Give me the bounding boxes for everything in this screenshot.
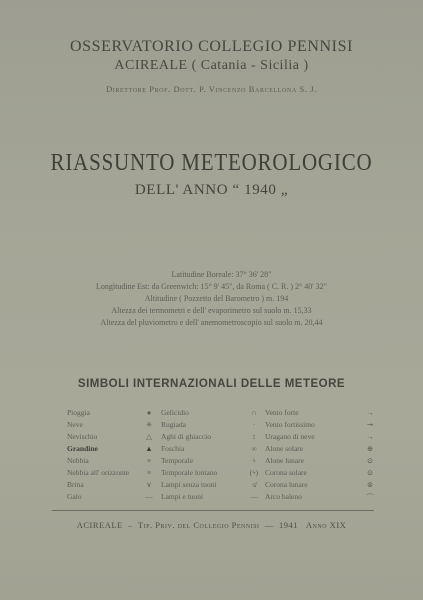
symbol-label: Galo [67,492,82,501]
symbols-row [0,492,423,504]
symbol-label: Aghi di ghiaccio [161,432,211,441]
symbol-label: Neve [67,420,83,429]
symbol-label: Alone lunare [265,456,304,465]
solar-halo-icon: ⊕ [366,444,374,453]
sleet-icon: △ [146,432,152,441]
symbol-label: Uragano di neve [265,432,315,441]
distant-thunderstorm-icon: (ϟ) [249,468,259,477]
symbol-label: Brina [67,480,84,489]
hail-icon: ▲ [145,444,153,453]
dash-icon: — [145,492,153,501]
document-year: DELL' ANNO “ 1940 „ [134,182,289,198]
horizon-fog-icon: ≡ [146,468,152,477]
gale-icon: ↠ [366,420,374,429]
symbol-label: Nevischio [67,432,98,441]
latitude-line: Latitudine Boreale: 37° 36' 28" [171,270,272,279]
symbol-label: Vento fortissimo [265,420,315,429]
symbols-title: SIMBOLI INTERNAZIONALI DELLE METEORE [77,378,346,390]
observatory-city: ACIREALE ( Catania - Sicilia ) [114,58,309,73]
ice-needles-icon: ↕ [252,432,256,441]
footer-city: ACIREALE [76,520,123,530]
symbols-row [0,432,423,444]
symbol-label: Foschia [161,444,185,453]
altitude-line: Altitudine ( Pozzetto del Barometro ) m. 194 [144,294,289,303]
dew-icon: ∙ [253,420,255,429]
symbol-label: Lampi senza tuoni [161,480,217,489]
symbol-label: Corona lunare [265,480,308,489]
thermometer-height-line: Altezza dei termometri e dell' evaporimetro sul suolo m. 15,33 [111,306,312,315]
symbols-row [0,456,423,468]
symbol-label: Pioggia [67,408,90,417]
symbol-label: Vento forte [265,408,299,417]
symbols-row [0,480,423,492]
symbol-label: Arco baleno [265,492,302,501]
symbol-label: Lampi e tuoni [161,492,204,501]
symbol-label: Nebbia [67,456,89,465]
symbols-row [0,444,423,456]
observatory-name: OSSERVATORIO COLLEGIO PENNISI [69,38,354,55]
footer-line: ACIREALE – Tip. Priv. del Collegio Pennisi — 1941 Anno XIX [76,520,347,530]
symbol-label: Alone solare [265,444,304,453]
symbol-label: Rugiada [161,420,186,429]
footer-era: Anno XIX [305,520,347,530]
solar-corona-icon: ⊙ [366,468,374,477]
symbol-label: Temporale [161,456,193,465]
lunar-corona-icon: ⊚ [366,480,374,489]
symbols-row [0,408,423,420]
rainbow-icon: ⌒ [366,493,374,502]
symbol-label: Nebbia all' orizzonte [67,468,130,477]
lightning-icon: ≰ [251,480,257,489]
lunar-halo-icon: ⊙ [366,456,374,465]
snowstorm-icon: → [366,432,374,441]
symbols-row [0,420,423,432]
document-title: RIASSUNTO METEOROLOGICO [50,148,373,176]
fog-icon: ≡ [146,456,152,465]
frost-icon: ∨ [146,480,152,489]
glaze-icon: ∩ [251,408,257,417]
footer-year: 1941 [279,520,299,530]
snow-icon: ✳ [145,420,153,429]
symbol-label: Grandine [67,444,98,453]
thunderstorm-icon: ϟ [252,456,256,465]
dash-icon: — [250,492,258,501]
symbol-label: Gelicidio [161,408,189,417]
longitude-line: Longitudine Est: da Greenwich: 15° 9' 45", da Roma ( C. R. ) 2° 40' 32" [96,282,327,291]
footer-printer: Tip. Priv. del Collegio Pennisi [137,520,260,530]
symbols-row [0,468,423,480]
footer-divider [52,510,374,511]
strong-wind-icon: → [366,408,374,417]
symbol-label: Temporale lontano [161,468,218,477]
symbol-label: Corona solare [265,468,307,477]
haze-icon: ∞ [251,444,257,453]
director-line: Direttore Prof. Dott. P. Vincenzo Barcellona S. J. [106,84,317,94]
pluviometer-height-line: Altezza del pluviometro e dell' anemometroscopio sul suolo m. 20,44 [100,318,323,327]
rain-icon: ● [146,408,152,417]
